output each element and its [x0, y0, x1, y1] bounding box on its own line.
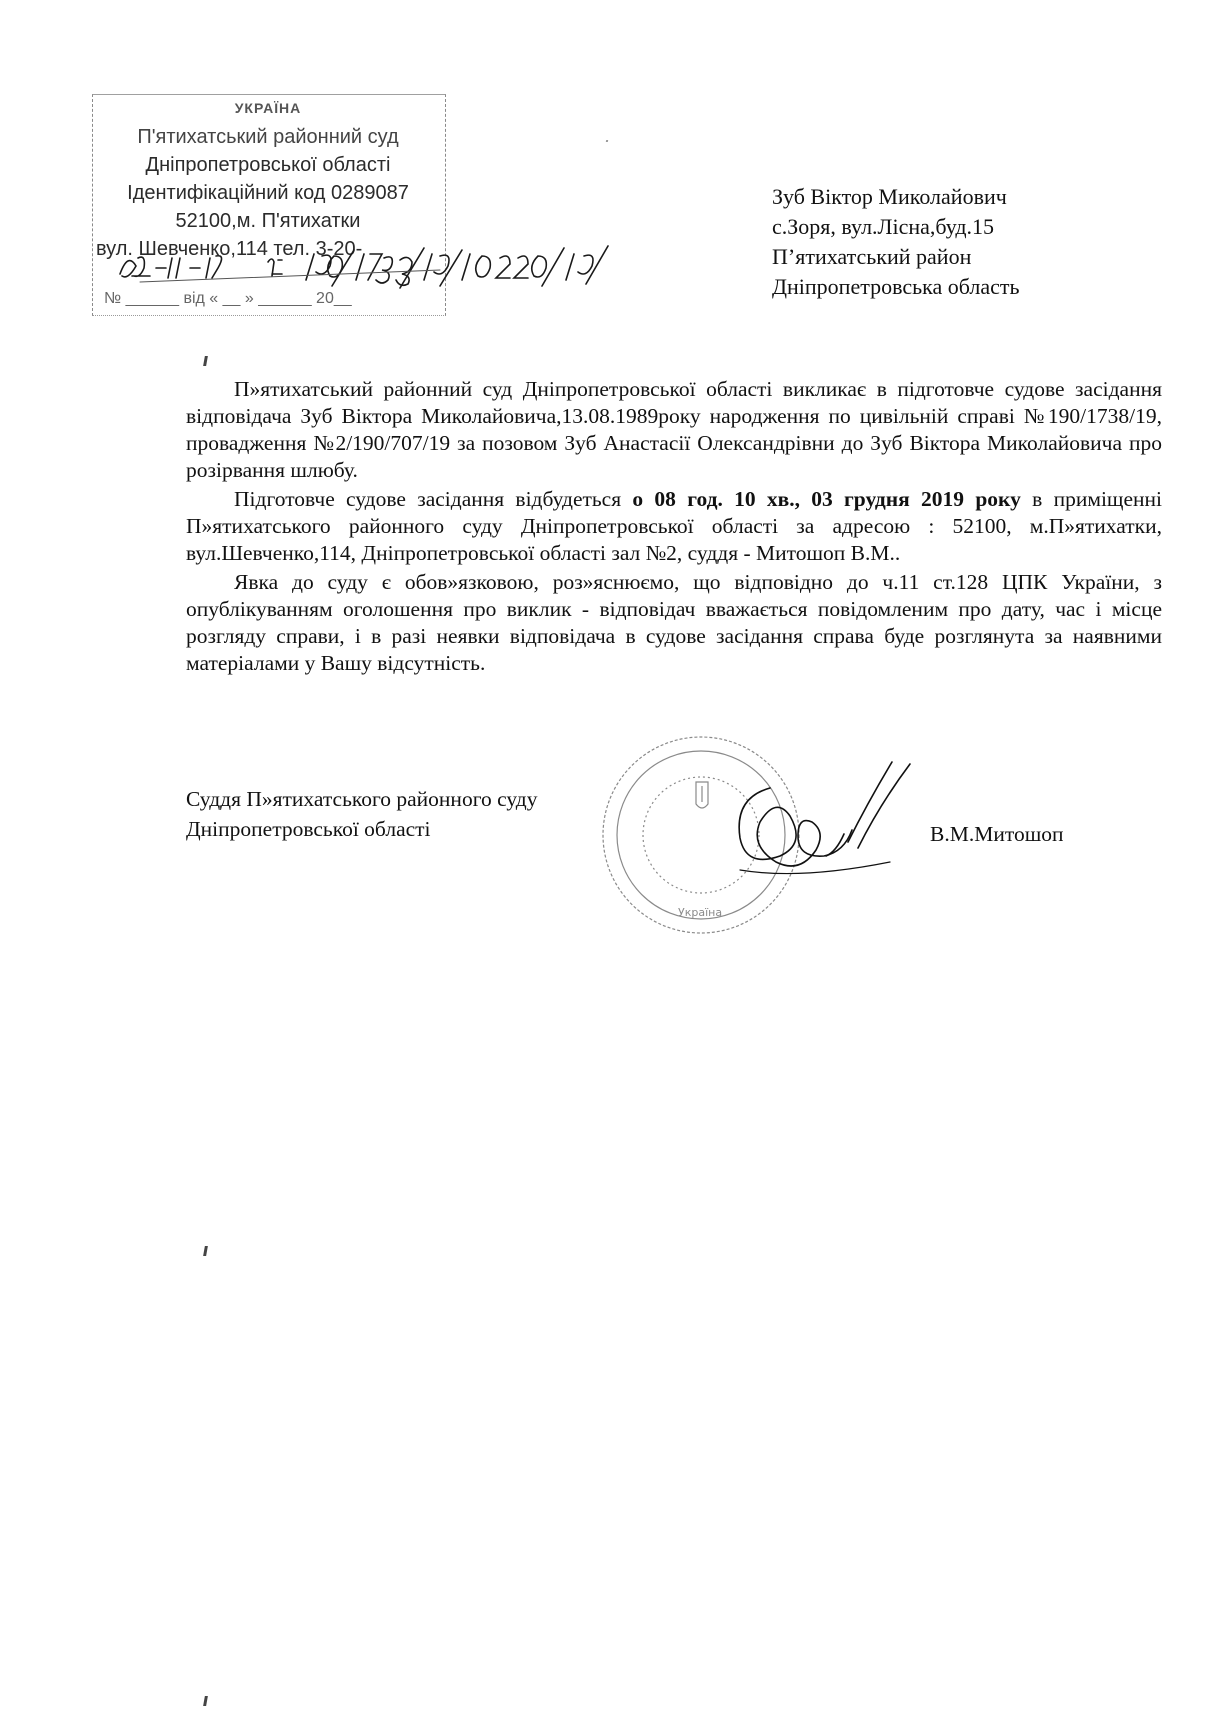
stamp-court-name: П'ятихатський районний суд	[137, 126, 399, 148]
addressee-street: с.Зоря, вул.Лісна,буд.15	[772, 214, 995, 239]
judge-title-line1: Суддя П»ятихатського районного суду	[186, 787, 538, 811]
judge-signature	[730, 752, 930, 902]
judge-name: В.М.Митошоп	[930, 822, 1064, 846]
judge-title	[186, 784, 626, 844]
stamp-street: вул. Шевченко,114 тел. 3-20-	[96, 238, 363, 260]
scan-artifact	[606, 140, 608, 142]
hearing-location-text: в приміщенні П»ятихатського районного суду Дніпропетровської області за адресою : 52100, м.П»ятихатки, вул.Шевченко,114, Дніпропетровської області зал №2, суддя - Митошоп В.М..	[186, 487, 1163, 565]
scan-artifact	[203, 1696, 208, 1706]
addressee-block	[772, 182, 1172, 302]
scan-artifact	[203, 1246, 208, 1256]
summons-body	[186, 376, 1162, 679]
judge-title-line2: Дніпропетровської області	[186, 817, 431, 841]
stamp-country: УКРАЇНА	[234, 100, 302, 116]
stamp-city: 52100,м. П'ятихатки	[175, 210, 361, 232]
hearing-intro-text: Підготовче судове засідання відбудеться	[234, 487, 633, 511]
paragraph-hearing-details	[186, 486, 1162, 567]
handwritten-registration-number	[118, 236, 638, 292]
stamp-number-date-line: № ______ від « __ » ______ 20__	[104, 290, 352, 307]
paragraph-attendance-warning: Явка до суду є обов»язковою, роз»яснюємо, що відповідно до ч.11 ст.128 ЦПК України, з опублікуванням оголошення про виклик - відповідач вважається повідомленим про дату, час і місце розгляду справи, і в разі неявки відповідача в судове засідання справа буде розглянута за наявними матеріалами у Вашу відсутність.	[186, 570, 1162, 675]
hearing-date-time: о 08 год. 10 хв., 03 грудня 2019 року	[632, 487, 1021, 511]
scan-artifact	[203, 356, 208, 366]
stamp-region: Дніпропетровської області	[145, 154, 391, 176]
paragraph-summons: П»ятихатський районний суд Дніпропетровської області викликає в підготовче судове засідання відповідача Зуб Віктора Миколайовича,13.08.1989року народження по цивільній справі №190/1738/19, провадження №2/190/707/19 за позовом Зуб Анастасії Олександрівни до Зуб Віктора Миколайовича про розірвання шлюбу.	[186, 377, 1162, 482]
addressee-district: П’ятихатський район	[772, 244, 972, 269]
seal-country-text: Україна	[678, 906, 723, 919]
addressee-name: Зуб Віктор Миколайович	[772, 184, 1007, 209]
stamp-id-code: Ідентифікаційний код 0289087	[127, 182, 409, 204]
addressee-region: Дніпропетровська область	[772, 274, 1020, 299]
